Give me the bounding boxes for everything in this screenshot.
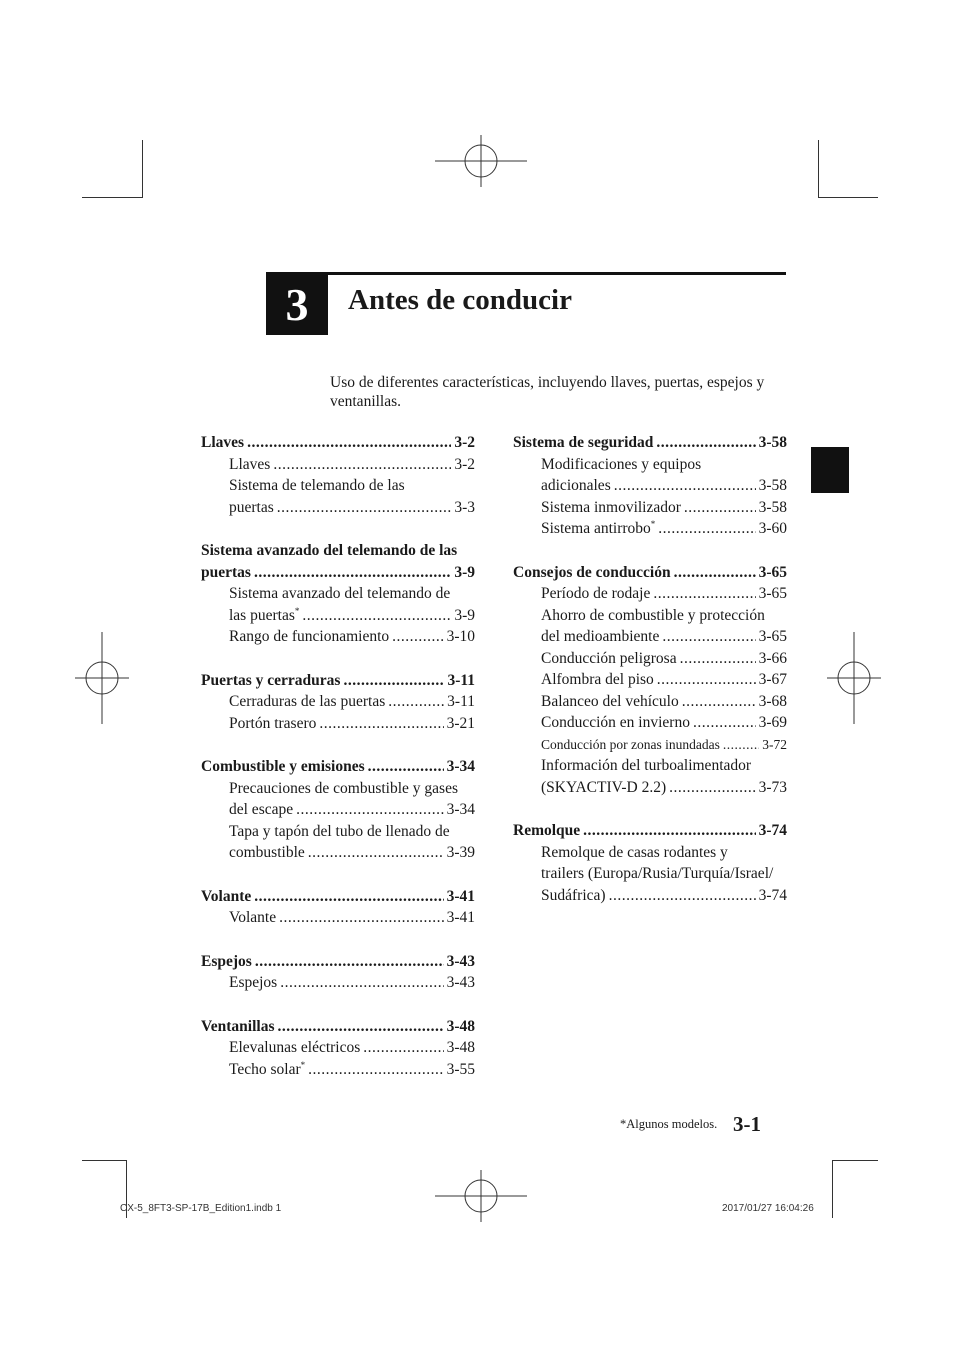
toc-line bbox=[541, 475, 787, 497]
dot-leader bbox=[278, 1016, 444, 1038]
toc-line: Tapa y tapón del tubo de llenado de bbox=[229, 822, 450, 840]
dot-leader bbox=[656, 432, 755, 454]
dot-leader bbox=[693, 712, 756, 734]
toc-line bbox=[541, 777, 787, 799]
toc-line bbox=[541, 691, 787, 713]
dot-leader bbox=[669, 777, 755, 799]
toc-text: Portón trasero bbox=[229, 714, 317, 732]
dot-leader bbox=[255, 951, 444, 973]
toc-entry[interactable] bbox=[513, 605, 787, 648]
toc-section bbox=[201, 951, 475, 994]
toc-line bbox=[201, 886, 475, 908]
toc-page-ref: 3-65 bbox=[758, 563, 787, 581]
toc-entry[interactable] bbox=[201, 1037, 475, 1059]
toc-section bbox=[201, 1016, 475, 1081]
toc-page-ref: 3-41 bbox=[446, 887, 475, 905]
dot-leader bbox=[388, 691, 444, 713]
toc-section bbox=[201, 670, 475, 735]
toc-line bbox=[541, 497, 787, 519]
toc-entry[interactable] bbox=[201, 454, 475, 476]
toc-line: Remolque de casas rodantes y bbox=[541, 843, 728, 861]
toc-line bbox=[513, 820, 787, 842]
toc-line bbox=[201, 432, 475, 454]
toc-text: Sistema de seguridad bbox=[513, 434, 654, 451]
dot-leader bbox=[657, 669, 756, 691]
toc-section-title[interactable] bbox=[201, 540, 475, 583]
toc-text: Sistema inmovilizador bbox=[541, 498, 681, 516]
chapter-rule bbox=[266, 272, 786, 275]
dot-leader bbox=[653, 583, 755, 605]
toc-text: (SKYACTIV-D 2.2) bbox=[541, 778, 667, 796]
toc-text: del escape bbox=[229, 801, 294, 818]
toc-text: Conducción peligrosa bbox=[541, 649, 677, 667]
asterisk-mark: * bbox=[650, 518, 656, 529]
dot-leader bbox=[279, 907, 444, 929]
toc-page-ref: 3-67 bbox=[758, 671, 787, 688]
toc-entry[interactable] bbox=[513, 518, 787, 540]
registration-mark-icon bbox=[435, 135, 527, 187]
dot-leader bbox=[723, 734, 759, 756]
toc-line: Sistema avanzado del telemando de las bbox=[201, 542, 458, 559]
dot-leader bbox=[254, 562, 451, 584]
file-slug: CX-5_8FT3-SP-17B_Edition1.indb 1 bbox=[120, 1203, 282, 1214]
toc-page-ref: 3-60 bbox=[758, 520, 787, 537]
toc-page-ref: 3-21 bbox=[446, 714, 475, 732]
toc-line bbox=[229, 799, 475, 821]
toc-line bbox=[541, 885, 787, 907]
toc-page-ref: 3-72 bbox=[762, 736, 787, 752]
toc-line bbox=[541, 626, 787, 648]
toc-page-ref: 3-2 bbox=[454, 455, 475, 473]
toc-text: Espejos bbox=[201, 952, 252, 970]
dot-leader bbox=[277, 497, 452, 519]
toc-section bbox=[513, 432, 787, 540]
toc-line bbox=[229, 626, 475, 648]
toc-section bbox=[513, 562, 787, 799]
toc-text: Conducción por zonas inundadas bbox=[541, 736, 720, 752]
toc-line bbox=[541, 583, 787, 605]
toc-page-ref: 3-9 bbox=[454, 563, 475, 581]
toc-text: combustible bbox=[229, 844, 305, 861]
chapter-number: 3 bbox=[266, 273, 328, 335]
toc-text: Conducción en invierno bbox=[541, 714, 690, 731]
toc-text: puertas bbox=[229, 498, 274, 516]
toc-line bbox=[229, 713, 475, 735]
dot-leader bbox=[392, 626, 443, 648]
registration-mark-icon bbox=[827, 632, 881, 724]
toc-page-ref: 3-68 bbox=[758, 692, 787, 710]
page-number: 3-1 bbox=[733, 1112, 761, 1136]
toc-text: Puertas y cerraduras bbox=[201, 671, 341, 689]
toc-entry[interactable] bbox=[201, 972, 475, 994]
toc-text: Cerraduras de las puertas bbox=[229, 693, 386, 710]
toc-page-ref: 3-65 bbox=[758, 628, 787, 645]
toc-entry[interactable] bbox=[513, 454, 787, 497]
toc-entry[interactable] bbox=[201, 691, 475, 713]
toc-entry[interactable] bbox=[201, 907, 475, 929]
toc-entry[interactable] bbox=[513, 497, 787, 519]
dot-leader bbox=[302, 605, 451, 627]
dot-leader bbox=[308, 842, 444, 864]
toc-page-ref: 3-11 bbox=[447, 671, 475, 689]
toc-page-ref: 3-73 bbox=[758, 778, 787, 796]
toc-line bbox=[201, 670, 475, 692]
toc-text: Consejos de conducción bbox=[513, 563, 671, 581]
toc-entry[interactable] bbox=[201, 475, 475, 518]
toc-line bbox=[541, 712, 787, 734]
toc-text: Llaves bbox=[229, 455, 271, 473]
toc-line: Precauciones de combustible y gases bbox=[229, 779, 458, 797]
toc-text: Período de rodaje bbox=[541, 585, 651, 602]
toc-line bbox=[229, 691, 475, 713]
toc-section bbox=[513, 820, 787, 906]
dot-leader bbox=[614, 475, 756, 497]
toc-line bbox=[229, 907, 475, 929]
toc-line bbox=[201, 951, 475, 973]
toc-line bbox=[541, 648, 787, 670]
toc-page-ref: 3-2 bbox=[454, 434, 475, 451]
toc-section bbox=[201, 432, 475, 518]
toc-line bbox=[541, 518, 787, 540]
toc-entry[interactable] bbox=[513, 842, 787, 907]
toc-page-ref: 3-11 bbox=[447, 693, 475, 710]
dot-leader bbox=[296, 799, 443, 821]
toc-section bbox=[201, 540, 475, 648]
toc-section-title[interactable] bbox=[513, 432, 787, 454]
toc-section bbox=[201, 756, 475, 864]
toc-section-title[interactable] bbox=[513, 562, 787, 584]
toc-section-title[interactable] bbox=[201, 432, 475, 454]
toc-line bbox=[513, 562, 787, 584]
toc-section-title[interactable] bbox=[513, 820, 787, 842]
chapter-title: Antes de conducir bbox=[348, 284, 572, 316]
registration-mark-icon bbox=[435, 1170, 527, 1222]
toc-text: Rango de funcionamiento bbox=[229, 628, 390, 645]
toc-text: Sudáfrica) bbox=[541, 886, 606, 904]
dot-leader bbox=[658, 518, 755, 540]
toc-line: trailers (Europa/Rusia/Turquía/Israel/ bbox=[541, 865, 774, 882]
toc-section-title[interactable] bbox=[201, 1016, 475, 1038]
toc-line bbox=[541, 734, 787, 756]
dot-leader bbox=[343, 670, 444, 692]
toc-entry[interactable] bbox=[513, 669, 787, 691]
dot-leader bbox=[254, 886, 443, 908]
toc-entry[interactable] bbox=[513, 712, 787, 734]
toc-page-ref: 3-65 bbox=[758, 585, 787, 602]
asterisk-mark: * bbox=[300, 1059, 306, 1070]
chapter-thumb-tab bbox=[811, 447, 849, 493]
toc-text: Volante bbox=[229, 909, 277, 926]
toc-page-ref: 3-58 bbox=[758, 434, 787, 451]
toc-page-ref: 3-39 bbox=[446, 844, 475, 861]
toc-text: Balanceo del vehículo bbox=[541, 692, 679, 710]
toc-page-ref: 3-66 bbox=[758, 649, 787, 667]
toc-line bbox=[229, 842, 475, 864]
dot-leader bbox=[583, 820, 755, 842]
toc-line: Sistema de telemando de las bbox=[229, 477, 405, 494]
toc-page-ref: 3-48 bbox=[446, 1017, 475, 1035]
dot-leader bbox=[684, 497, 756, 519]
toc-text: Alfombra del piso bbox=[541, 671, 654, 688]
toc-line bbox=[201, 1016, 475, 1038]
toc-entry[interactable] bbox=[201, 583, 475, 626]
toc-line bbox=[513, 432, 787, 454]
toc-entry[interactable] bbox=[201, 1059, 475, 1081]
toc-entry[interactable] bbox=[513, 755, 787, 798]
toc-entry[interactable] bbox=[201, 821, 475, 864]
toc-section-title[interactable] bbox=[201, 951, 475, 973]
asterisk-mark: * bbox=[294, 605, 300, 616]
toc-entry[interactable] bbox=[513, 583, 787, 605]
toc-left-column bbox=[201, 432, 475, 1102]
toc-page-ref: 3-58 bbox=[758, 498, 787, 516]
toc-line bbox=[541, 669, 787, 691]
toc-line bbox=[229, 1059, 475, 1081]
toc-line bbox=[201, 562, 475, 584]
footnote: *Algunos modelos. bbox=[620, 1117, 718, 1131]
dot-leader bbox=[247, 432, 451, 454]
toc-page-ref: 3-74 bbox=[758, 822, 787, 839]
toc-section bbox=[201, 886, 475, 929]
toc-page-ref: 3-9 bbox=[454, 606, 475, 624]
toc-line: Información del turboalimentador bbox=[541, 757, 752, 774]
dot-leader bbox=[680, 648, 756, 670]
toc-line bbox=[229, 454, 475, 476]
toc-entry[interactable] bbox=[201, 713, 475, 735]
toc-line bbox=[229, 972, 475, 994]
toc-text: Espejos bbox=[229, 974, 278, 991]
toc-text: puertas bbox=[201, 563, 251, 581]
toc-line bbox=[229, 497, 475, 519]
dot-leader bbox=[308, 1059, 443, 1081]
toc-page-ref: 3-43 bbox=[446, 952, 475, 970]
toc-text: Remolque bbox=[513, 822, 581, 839]
toc-section-title[interactable] bbox=[201, 670, 475, 692]
toc-text: Volante bbox=[201, 887, 252, 905]
chapter-intro: Uso de diferentes características, incluyendo llaves, puertas, espejos y ventanillas. bbox=[330, 374, 765, 410]
toc-page-ref: 3-41 bbox=[446, 909, 475, 926]
toc-page-ref: 3-48 bbox=[446, 1039, 475, 1056]
toc-entry[interactable] bbox=[201, 778, 475, 821]
toc-page-ref: 3-69 bbox=[758, 714, 787, 731]
dot-leader bbox=[609, 885, 756, 907]
toc-page-ref: 3-10 bbox=[446, 628, 475, 645]
toc-text: del medioambiente bbox=[541, 628, 660, 645]
dot-leader bbox=[280, 972, 443, 994]
toc-page-ref: 3-58 bbox=[758, 477, 787, 494]
dot-leader bbox=[273, 454, 451, 476]
toc-line: Sistema avanzado del telemando de bbox=[229, 585, 451, 602]
toc-line: Ahorro de combustible y protección bbox=[541, 606, 765, 624]
toc-line bbox=[229, 1037, 475, 1059]
toc-entry[interactable] bbox=[201, 626, 475, 648]
dot-leader bbox=[662, 626, 755, 648]
toc-text: Elevalunas eléctricos bbox=[229, 1039, 361, 1056]
print-timestamp: 2017/01/27 16:04:26 bbox=[722, 1203, 814, 1214]
toc-text: adicionales bbox=[541, 477, 611, 494]
toc-line bbox=[201, 756, 475, 778]
toc-text: Llaves bbox=[201, 434, 245, 451]
toc-text: las puertas* bbox=[229, 605, 300, 624]
toc-page-ref: 3-3 bbox=[454, 498, 475, 516]
dot-leader bbox=[674, 562, 756, 584]
toc-entry[interactable] bbox=[513, 734, 787, 756]
toc-entry[interactable] bbox=[513, 648, 787, 670]
toc-text: Sistema antirrobo* bbox=[541, 518, 656, 537]
toc-page-ref: 3-43 bbox=[446, 974, 475, 991]
dot-leader bbox=[319, 713, 443, 735]
toc-text: Combustible y emisiones bbox=[201, 758, 365, 775]
toc-page-ref: 3-55 bbox=[446, 1060, 475, 1078]
toc-entry[interactable] bbox=[513, 691, 787, 713]
dot-leader bbox=[682, 691, 756, 713]
toc-section-title[interactable] bbox=[201, 886, 475, 908]
toc-text: Ventanillas bbox=[201, 1017, 275, 1035]
toc-page-ref: 3-34 bbox=[446, 801, 475, 818]
toc-section-title[interactable] bbox=[201, 756, 475, 778]
registration-mark-icon bbox=[75, 632, 129, 724]
toc-text: Techo solar* bbox=[229, 1059, 306, 1078]
toc-line bbox=[229, 605, 475, 627]
dot-leader bbox=[368, 756, 444, 778]
toc-line: Modificaciones y equipos bbox=[541, 455, 702, 473]
toc-page-ref: 3-74 bbox=[758, 886, 787, 904]
toc-page-ref: 3-34 bbox=[446, 758, 475, 775]
toc-right-column bbox=[513, 432, 787, 928]
dot-leader bbox=[363, 1037, 443, 1059]
